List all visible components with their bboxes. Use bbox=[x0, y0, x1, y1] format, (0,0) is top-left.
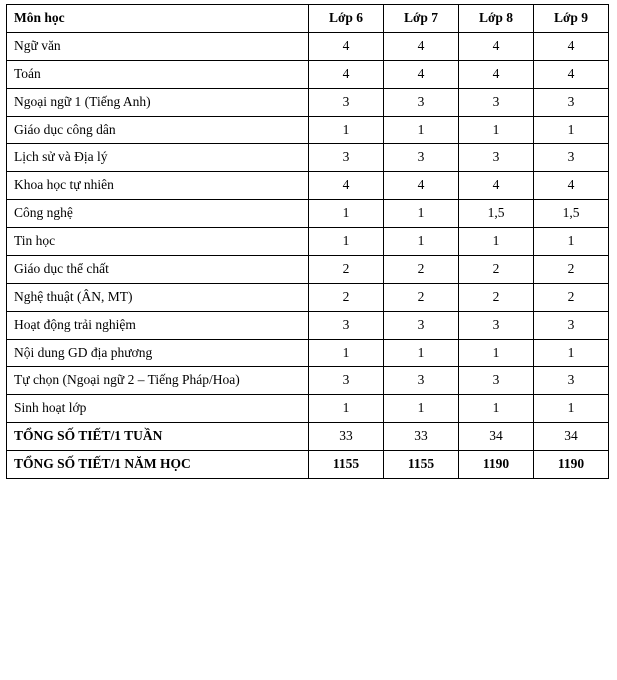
table-row bbox=[7, 172, 609, 200]
periods-grade-6: 1 bbox=[309, 395, 384, 423]
periods-grade-6: 4 bbox=[309, 172, 384, 200]
subject-name: Giáo dục công dân bbox=[7, 116, 309, 144]
total-weekly-row bbox=[7, 423, 609, 451]
periods-grade-6: 3 bbox=[309, 311, 384, 339]
table-row bbox=[7, 283, 609, 311]
periods-grade-9: 1 bbox=[534, 228, 609, 256]
periods-grade-9: 4 bbox=[534, 32, 609, 60]
total-weekly-grade-7: 33 bbox=[384, 423, 459, 451]
total-yearly-row bbox=[7, 451, 609, 479]
periods-grade-8: 1,5 bbox=[459, 200, 534, 228]
table-row bbox=[7, 88, 609, 116]
periods-grade-7: 4 bbox=[384, 172, 459, 200]
table-body bbox=[7, 32, 609, 478]
table-row bbox=[7, 32, 609, 60]
total-yearly-grade-8: 1190 bbox=[459, 451, 534, 479]
subject-name: Ngữ văn bbox=[7, 32, 309, 60]
periods-grade-9: 3 bbox=[534, 367, 609, 395]
periods-grade-8: 2 bbox=[459, 283, 534, 311]
table-row bbox=[7, 311, 609, 339]
periods-grade-6: 1 bbox=[309, 228, 384, 256]
total-yearly-label: TỔNG SỐ TIẾT/1 NĂM HỌC bbox=[7, 451, 309, 479]
table-row bbox=[7, 395, 609, 423]
periods-grade-8: 3 bbox=[459, 144, 534, 172]
periods-grade-9: 4 bbox=[534, 60, 609, 88]
subject-name: Tin học bbox=[7, 228, 309, 256]
periods-grade-8: 2 bbox=[459, 255, 534, 283]
periods-grade-8: 1 bbox=[459, 116, 534, 144]
column-header-grade-9: Lớp 9 bbox=[534, 5, 609, 33]
table-row bbox=[7, 255, 609, 283]
total-weekly-grade-6: 33 bbox=[309, 423, 384, 451]
periods-grade-6: 3 bbox=[309, 88, 384, 116]
periods-grade-7: 3 bbox=[384, 311, 459, 339]
periods-grade-8: 1 bbox=[459, 228, 534, 256]
periods-grade-8: 4 bbox=[459, 172, 534, 200]
subject-name: Giáo dục thể chất bbox=[7, 255, 309, 283]
column-header-grade-7: Lớp 7 bbox=[384, 5, 459, 33]
periods-grade-6: 3 bbox=[309, 144, 384, 172]
periods-grade-9: 4 bbox=[534, 172, 609, 200]
curriculum-table bbox=[6, 4, 609, 479]
periods-grade-6: 1 bbox=[309, 339, 384, 367]
periods-grade-8: 4 bbox=[459, 60, 534, 88]
periods-grade-9: 1 bbox=[534, 116, 609, 144]
total-weekly-label: TỔNG SỐ TIẾT/1 TUẦN bbox=[7, 423, 309, 451]
subject-name: Ngoại ngữ 1 (Tiếng Anh) bbox=[7, 88, 309, 116]
periods-grade-6: 1 bbox=[309, 116, 384, 144]
periods-grade-8: 1 bbox=[459, 395, 534, 423]
total-yearly-grade-7: 1155 bbox=[384, 451, 459, 479]
subject-name: Công nghệ bbox=[7, 200, 309, 228]
table-row bbox=[7, 339, 609, 367]
periods-grade-6: 4 bbox=[309, 60, 384, 88]
periods-grade-6: 1 bbox=[309, 200, 384, 228]
periods-grade-9: 1 bbox=[534, 339, 609, 367]
periods-grade-8: 3 bbox=[459, 88, 534, 116]
periods-grade-7: 3 bbox=[384, 144, 459, 172]
subject-name: Toán bbox=[7, 60, 309, 88]
table-row bbox=[7, 144, 609, 172]
periods-grade-6: 4 bbox=[309, 32, 384, 60]
table-row bbox=[7, 60, 609, 88]
subject-name: Sinh hoạt lớp bbox=[7, 395, 309, 423]
subject-name: Khoa học tự nhiên bbox=[7, 172, 309, 200]
periods-grade-8: 1 bbox=[459, 339, 534, 367]
total-yearly-grade-9: 1190 bbox=[534, 451, 609, 479]
periods-grade-9: 3 bbox=[534, 144, 609, 172]
periods-grade-7: 4 bbox=[384, 60, 459, 88]
periods-grade-6: 2 bbox=[309, 255, 384, 283]
total-weekly-grade-9: 34 bbox=[534, 423, 609, 451]
periods-grade-9: 1 bbox=[534, 395, 609, 423]
periods-grade-7: 1 bbox=[384, 116, 459, 144]
subject-name: Nội dung GD địa phương bbox=[7, 339, 309, 367]
total-weekly-grade-8: 34 bbox=[459, 423, 534, 451]
column-header-grade-8: Lớp 8 bbox=[459, 5, 534, 33]
periods-grade-8: 4 bbox=[459, 32, 534, 60]
subject-name: Nghệ thuật (ÂN, MT) bbox=[7, 283, 309, 311]
table-header bbox=[7, 5, 609, 33]
table-row bbox=[7, 116, 609, 144]
periods-grade-6: 3 bbox=[309, 367, 384, 395]
periods-grade-7: 2 bbox=[384, 283, 459, 311]
table-row bbox=[7, 200, 609, 228]
periods-grade-7: 1 bbox=[384, 395, 459, 423]
subject-name: Lịch sử và Địa lý bbox=[7, 144, 309, 172]
periods-grade-7: 1 bbox=[384, 339, 459, 367]
periods-grade-7: 1 bbox=[384, 200, 459, 228]
total-yearly-grade-6: 1155 bbox=[309, 451, 384, 479]
periods-grade-7: 4 bbox=[384, 32, 459, 60]
periods-grade-8: 3 bbox=[459, 311, 534, 339]
periods-grade-6: 2 bbox=[309, 283, 384, 311]
periods-grade-7: 3 bbox=[384, 367, 459, 395]
periods-grade-9: 3 bbox=[534, 311, 609, 339]
periods-grade-9: 3 bbox=[534, 88, 609, 116]
table-row bbox=[7, 367, 609, 395]
periods-grade-7: 2 bbox=[384, 255, 459, 283]
periods-grade-8: 3 bbox=[459, 367, 534, 395]
periods-grade-7: 3 bbox=[384, 88, 459, 116]
periods-grade-9: 2 bbox=[534, 283, 609, 311]
subject-name: Hoạt động trải nghiệm bbox=[7, 311, 309, 339]
header-row bbox=[7, 5, 609, 33]
table-row bbox=[7, 228, 609, 256]
periods-grade-9: 1,5 bbox=[534, 200, 609, 228]
column-header-subject: Môn học bbox=[7, 5, 309, 33]
periods-grade-7: 1 bbox=[384, 228, 459, 256]
periods-grade-9: 2 bbox=[534, 255, 609, 283]
column-header-grade-6: Lớp 6 bbox=[309, 5, 384, 33]
subject-name: Tự chọn (Ngoại ngữ 2 – Tiếng Pháp/Hoa) bbox=[7, 367, 309, 395]
